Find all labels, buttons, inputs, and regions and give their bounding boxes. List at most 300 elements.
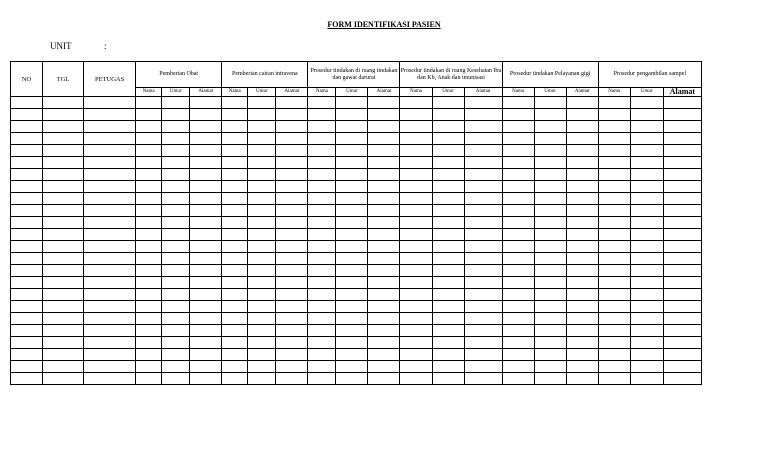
table-cell[interactable] (248, 121, 276, 133)
table-cell[interactable] (43, 229, 84, 241)
table-cell[interactable] (308, 181, 336, 193)
table-cell[interactable] (566, 121, 598, 133)
table-cell[interactable] (400, 337, 432, 349)
table-cell[interactable] (162, 133, 190, 145)
table-cell[interactable] (502, 109, 534, 121)
table-cell[interactable] (534, 145, 566, 157)
table-cell[interactable] (84, 109, 136, 121)
table-cell[interactable] (336, 157, 368, 169)
table-cell[interactable] (248, 193, 276, 205)
table-cell[interactable] (276, 277, 308, 289)
table-cell[interactable] (222, 349, 248, 361)
table-cell[interactable] (162, 169, 190, 181)
table-cell[interactable] (464, 97, 502, 109)
table-cell[interactable] (222, 145, 248, 157)
table-cell[interactable] (336, 373, 368, 385)
table-cell[interactable] (11, 241, 43, 253)
table-cell[interactable] (502, 301, 534, 313)
table-cell[interactable] (276, 349, 308, 361)
table-cell[interactable] (400, 121, 432, 133)
table-cell[interactable] (136, 97, 162, 109)
table-cell[interactable] (464, 181, 502, 193)
table-cell[interactable] (464, 229, 502, 241)
table-cell[interactable] (136, 109, 162, 121)
table-cell[interactable] (368, 169, 400, 181)
table-cell[interactable] (308, 205, 336, 217)
table-cell[interactable] (248, 229, 276, 241)
table-cell[interactable] (11, 325, 43, 337)
table-cell[interactable] (598, 337, 630, 349)
table-cell[interactable] (432, 325, 464, 337)
table-cell[interactable] (566, 97, 598, 109)
table-cell[interactable] (276, 229, 308, 241)
table-cell[interactable] (11, 277, 43, 289)
table-cell[interactable] (308, 349, 336, 361)
table-cell[interactable] (43, 181, 84, 193)
table-cell[interactable] (368, 97, 400, 109)
table-cell[interactable] (11, 181, 43, 193)
table-cell[interactable] (276, 109, 308, 121)
table-cell[interactable] (534, 181, 566, 193)
table-cell[interactable] (368, 217, 400, 229)
table-cell[interactable] (43, 265, 84, 277)
table-cell[interactable] (663, 349, 701, 361)
table-cell[interactable] (534, 97, 566, 109)
table-cell[interactable] (222, 241, 248, 253)
table-cell[interactable] (222, 265, 248, 277)
table-cell[interactable] (566, 109, 598, 121)
table-cell[interactable] (336, 301, 368, 313)
table-cell[interactable] (336, 121, 368, 133)
table-cell[interactable] (248, 109, 276, 121)
table-cell[interactable] (190, 145, 222, 157)
table-cell[interactable] (368, 337, 400, 349)
table-cell[interactable] (598, 109, 630, 121)
table-cell[interactable] (464, 253, 502, 265)
table-cell[interactable] (566, 337, 598, 349)
table-cell[interactable] (43, 253, 84, 265)
table-cell[interactable] (248, 277, 276, 289)
table-cell[interactable] (368, 241, 400, 253)
table-cell[interactable] (336, 217, 368, 229)
table-cell[interactable] (336, 325, 368, 337)
table-cell[interactable] (502, 361, 534, 373)
table-cell[interactable] (663, 121, 701, 133)
table-cell[interactable] (502, 145, 534, 157)
table-cell[interactable] (84, 241, 136, 253)
table-cell[interactable] (368, 229, 400, 241)
table-cell[interactable] (598, 289, 630, 301)
table-cell[interactable] (630, 181, 663, 193)
table-cell[interactable] (598, 301, 630, 313)
table-cell[interactable] (308, 361, 336, 373)
table-cell[interactable] (534, 325, 566, 337)
table-cell[interactable] (663, 193, 701, 205)
table-cell[interactable] (190, 325, 222, 337)
table-cell[interactable] (308, 109, 336, 121)
table-cell[interactable] (534, 205, 566, 217)
table-cell[interactable] (162, 145, 190, 157)
table-cell[interactable] (432, 157, 464, 169)
table-cell[interactable] (162, 97, 190, 109)
table-cell[interactable] (222, 109, 248, 121)
table-cell[interactable] (136, 337, 162, 349)
table-cell[interactable] (248, 373, 276, 385)
table-cell[interactable] (162, 277, 190, 289)
table-cell[interactable] (663, 337, 701, 349)
table-cell[interactable] (43, 241, 84, 253)
table-cell[interactable] (162, 361, 190, 373)
table-cell[interactable] (308, 217, 336, 229)
table-cell[interactable] (276, 157, 308, 169)
table-cell[interactable] (663, 205, 701, 217)
table-cell[interactable] (276, 133, 308, 145)
table-cell[interactable] (162, 301, 190, 313)
table-cell[interactable] (464, 337, 502, 349)
table-cell[interactable] (276, 253, 308, 265)
table-cell[interactable] (630, 253, 663, 265)
table-cell[interactable] (400, 265, 432, 277)
table-cell[interactable] (162, 121, 190, 133)
table-cell[interactable] (534, 289, 566, 301)
table-cell[interactable] (400, 145, 432, 157)
table-cell[interactable] (368, 325, 400, 337)
table-cell[interactable] (630, 157, 663, 169)
table-cell[interactable] (368, 205, 400, 217)
table-cell[interactable] (84, 97, 136, 109)
table-cell[interactable] (136, 241, 162, 253)
table-cell[interactable] (248, 157, 276, 169)
table-cell[interactable] (630, 193, 663, 205)
table-cell[interactable] (663, 241, 701, 253)
table-cell[interactable] (432, 205, 464, 217)
table-cell[interactable] (464, 205, 502, 217)
table-cell[interactable] (222, 205, 248, 217)
table-cell[interactable] (222, 157, 248, 169)
table-cell[interactable] (630, 145, 663, 157)
table-cell[interactable] (248, 97, 276, 109)
table-cell[interactable] (663, 325, 701, 337)
table-cell[interactable] (276, 181, 308, 193)
table-cell[interactable] (11, 145, 43, 157)
table-cell[interactable] (162, 217, 190, 229)
table-cell[interactable] (368, 361, 400, 373)
table-cell[interactable] (502, 181, 534, 193)
table-cell[interactable] (11, 361, 43, 373)
table-cell[interactable] (502, 337, 534, 349)
table-cell[interactable] (502, 205, 534, 217)
table-cell[interactable] (534, 121, 566, 133)
table-cell[interactable] (630, 241, 663, 253)
table-cell[interactable] (464, 241, 502, 253)
table-cell[interactable] (598, 217, 630, 229)
table-cell[interactable] (566, 349, 598, 361)
table-cell[interactable] (190, 229, 222, 241)
table-cell[interactable] (534, 265, 566, 277)
table-cell[interactable] (162, 241, 190, 253)
table-cell[interactable] (162, 229, 190, 241)
table-cell[interactable] (400, 289, 432, 301)
table-cell[interactable] (432, 277, 464, 289)
table-cell[interactable] (400, 373, 432, 385)
table-cell[interactable] (136, 217, 162, 229)
table-cell[interactable] (190, 277, 222, 289)
table-cell[interactable] (162, 181, 190, 193)
table-cell[interactable] (502, 373, 534, 385)
table-cell[interactable] (222, 121, 248, 133)
table-cell[interactable] (502, 121, 534, 133)
table-cell[interactable] (11, 349, 43, 361)
table-cell[interactable] (222, 289, 248, 301)
table-cell[interactable] (502, 193, 534, 205)
table-cell[interactable] (162, 313, 190, 325)
table-cell[interactable] (11, 217, 43, 229)
table-cell[interactable] (663, 169, 701, 181)
table-cell[interactable] (630, 121, 663, 133)
table-cell[interactable] (663, 253, 701, 265)
table-cell[interactable] (276, 145, 308, 157)
table-cell[interactable] (276, 373, 308, 385)
table-cell[interactable] (276, 97, 308, 109)
table-cell[interactable] (136, 349, 162, 361)
table-cell[interactable] (136, 145, 162, 157)
table-cell[interactable] (136, 301, 162, 313)
table-cell[interactable] (336, 205, 368, 217)
table-cell[interactable] (11, 193, 43, 205)
table-cell[interactable] (534, 217, 566, 229)
table-cell[interactable] (663, 181, 701, 193)
table-cell[interactable] (368, 181, 400, 193)
table-cell[interactable] (11, 229, 43, 241)
table-cell[interactable] (84, 265, 136, 277)
table-cell[interactable] (248, 217, 276, 229)
table-cell[interactable] (598, 349, 630, 361)
table-cell[interactable] (464, 349, 502, 361)
table-cell[interactable] (368, 157, 400, 169)
table-cell[interactable] (368, 349, 400, 361)
table-cell[interactable] (190, 373, 222, 385)
table-cell[interactable] (630, 301, 663, 313)
table-cell[interactable] (630, 217, 663, 229)
table-cell[interactable] (222, 229, 248, 241)
table-cell[interactable] (308, 121, 336, 133)
table-cell[interactable] (502, 157, 534, 169)
table-cell[interactable] (308, 133, 336, 145)
table-cell[interactable] (43, 349, 84, 361)
table-cell[interactable] (190, 217, 222, 229)
table-cell[interactable] (464, 361, 502, 373)
table-cell[interactable] (598, 265, 630, 277)
table-cell[interactable] (11, 205, 43, 217)
table-cell[interactable] (502, 277, 534, 289)
table-cell[interactable] (11, 301, 43, 313)
table-cell[interactable] (276, 313, 308, 325)
table-cell[interactable] (43, 121, 84, 133)
table-cell[interactable] (84, 373, 136, 385)
table-cell[interactable] (400, 181, 432, 193)
table-cell[interactable] (222, 253, 248, 265)
table-cell[interactable] (598, 229, 630, 241)
table-cell[interactable] (630, 133, 663, 145)
table-cell[interactable] (222, 169, 248, 181)
table-cell[interactable] (464, 373, 502, 385)
table-cell[interactable] (502, 265, 534, 277)
table-cell[interactable] (464, 289, 502, 301)
table-cell[interactable] (368, 133, 400, 145)
table-cell[interactable] (276, 325, 308, 337)
table-cell[interactable] (566, 217, 598, 229)
table-cell[interactable] (534, 241, 566, 253)
table-cell[interactable] (432, 229, 464, 241)
table-cell[interactable] (190, 181, 222, 193)
table-cell[interactable] (598, 373, 630, 385)
table-cell[interactable] (400, 109, 432, 121)
table-cell[interactable] (308, 229, 336, 241)
table-cell[interactable] (162, 253, 190, 265)
table-cell[interactable] (566, 289, 598, 301)
table-cell[interactable] (190, 193, 222, 205)
table-cell[interactable] (11, 313, 43, 325)
table-cell[interactable] (464, 265, 502, 277)
table-cell[interactable] (84, 157, 136, 169)
table-cell[interactable] (566, 205, 598, 217)
table-cell[interactable] (566, 133, 598, 145)
table-cell[interactable] (190, 301, 222, 313)
table-cell[interactable] (630, 373, 663, 385)
table-cell[interactable] (502, 289, 534, 301)
table-cell[interactable] (84, 145, 136, 157)
table-cell[interactable] (276, 169, 308, 181)
table-cell[interactable] (464, 193, 502, 205)
table-cell[interactable] (84, 169, 136, 181)
table-cell[interactable] (630, 229, 663, 241)
table-cell[interactable] (502, 253, 534, 265)
table-cell[interactable] (248, 253, 276, 265)
table-cell[interactable] (502, 133, 534, 145)
table-cell[interactable] (534, 337, 566, 349)
table-cell[interactable] (308, 373, 336, 385)
table-cell[interactable] (84, 181, 136, 193)
table-cell[interactable] (566, 145, 598, 157)
table-cell[interactable] (400, 241, 432, 253)
table-cell[interactable] (464, 301, 502, 313)
table-cell[interactable] (663, 361, 701, 373)
table-cell[interactable] (368, 193, 400, 205)
table-cell[interactable] (368, 277, 400, 289)
table-cell[interactable] (190, 361, 222, 373)
table-cell[interactable] (663, 373, 701, 385)
table-cell[interactable] (502, 313, 534, 325)
table-cell[interactable] (336, 133, 368, 145)
table-cell[interactable] (598, 361, 630, 373)
table-cell[interactable] (598, 253, 630, 265)
table-cell[interactable] (84, 361, 136, 373)
table-cell[interactable] (190, 205, 222, 217)
table-cell[interactable] (11, 97, 43, 109)
table-cell[interactable] (663, 289, 701, 301)
table-cell[interactable] (336, 277, 368, 289)
table-cell[interactable] (136, 157, 162, 169)
table-cell[interactable] (190, 121, 222, 133)
table-cell[interactable] (566, 193, 598, 205)
table-cell[interactable] (248, 133, 276, 145)
table-cell[interactable] (190, 337, 222, 349)
table-cell[interactable] (84, 133, 136, 145)
table-cell[interactable] (336, 97, 368, 109)
table-cell[interactable] (136, 277, 162, 289)
table-cell[interactable] (598, 193, 630, 205)
table-cell[interactable] (598, 97, 630, 109)
table-cell[interactable] (598, 133, 630, 145)
table-cell[interactable] (222, 217, 248, 229)
table-cell[interactable] (566, 277, 598, 289)
table-cell[interactable] (11, 133, 43, 145)
table-cell[interactable] (43, 301, 84, 313)
table-cell[interactable] (276, 289, 308, 301)
table-cell[interactable] (400, 361, 432, 373)
table-cell[interactable] (43, 109, 84, 121)
table-cell[interactable] (630, 109, 663, 121)
table-cell[interactable] (84, 325, 136, 337)
table-cell[interactable] (11, 337, 43, 349)
table-cell[interactable] (336, 109, 368, 121)
table-cell[interactable] (336, 193, 368, 205)
table-cell[interactable] (400, 193, 432, 205)
table-cell[interactable] (368, 109, 400, 121)
table-cell[interactable] (84, 277, 136, 289)
table-cell[interactable] (534, 109, 566, 121)
table-cell[interactable] (222, 133, 248, 145)
table-cell[interactable] (566, 169, 598, 181)
table-cell[interactable] (136, 169, 162, 181)
table-cell[interactable] (336, 289, 368, 301)
table-cell[interactable] (276, 337, 308, 349)
table-cell[interactable] (162, 109, 190, 121)
table-cell[interactable] (190, 241, 222, 253)
table-cell[interactable] (432, 289, 464, 301)
table-cell[interactable] (432, 193, 464, 205)
table-cell[interactable] (598, 145, 630, 157)
table-cell[interactable] (248, 337, 276, 349)
table-cell[interactable] (432, 169, 464, 181)
table-cell[interactable] (502, 325, 534, 337)
table-cell[interactable] (43, 157, 84, 169)
table-cell[interactable] (464, 145, 502, 157)
table-cell[interactable] (432, 181, 464, 193)
table-cell[interactable] (162, 193, 190, 205)
table-cell[interactable] (464, 217, 502, 229)
table-cell[interactable] (308, 301, 336, 313)
table-cell[interactable] (400, 157, 432, 169)
table-cell[interactable] (136, 325, 162, 337)
table-cell[interactable] (566, 157, 598, 169)
table-cell[interactable] (11, 373, 43, 385)
table-cell[interactable] (336, 349, 368, 361)
table-cell[interactable] (630, 361, 663, 373)
table-cell[interactable] (222, 277, 248, 289)
table-cell[interactable] (84, 217, 136, 229)
table-cell[interactable] (630, 97, 663, 109)
table-cell[interactable] (162, 325, 190, 337)
table-cell[interactable] (432, 241, 464, 253)
table-cell[interactable] (464, 169, 502, 181)
table-cell[interactable] (400, 205, 432, 217)
table-cell[interactable] (136, 133, 162, 145)
table-cell[interactable] (336, 145, 368, 157)
table-cell[interactable] (84, 205, 136, 217)
table-cell[interactable] (190, 313, 222, 325)
table-cell[interactable] (276, 121, 308, 133)
